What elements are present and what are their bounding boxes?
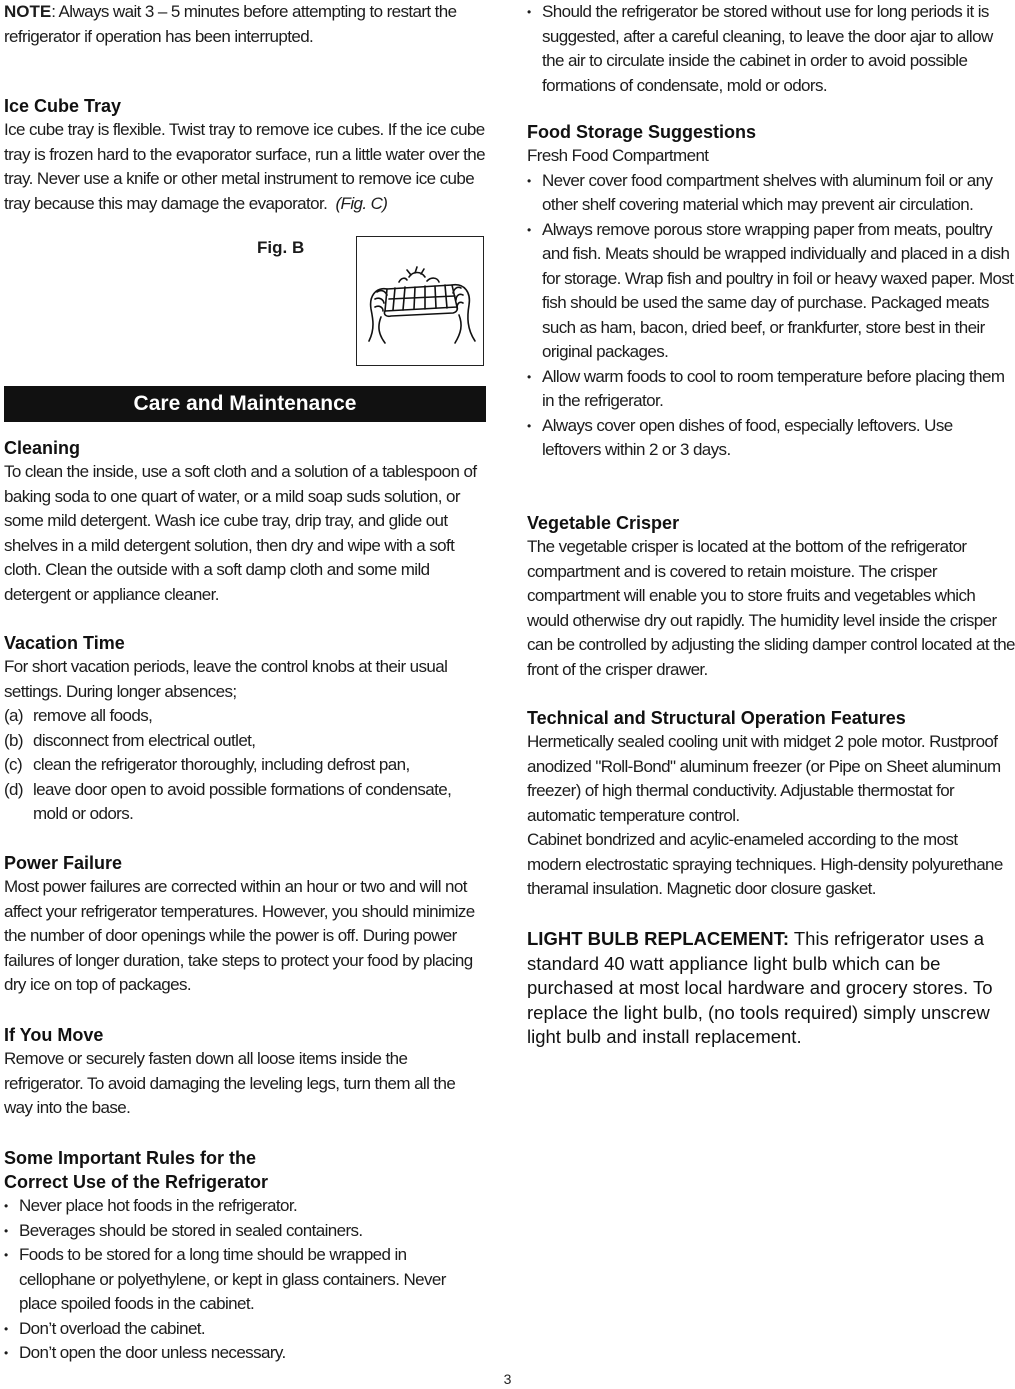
list-item: • Foods to be stored for a long time should be wrapped in cellophane or polyethylene, or kept in glass containers. Never place spoiled foods in the cabinet. [4,1243,486,1317]
technical-heading: Technical and Structural Operation Features [527,708,906,728]
list-item [4,704,486,729]
ice-cube-tray-section [4,94,486,216]
list-item-text: remove all foods, [33,706,153,725]
note-label: NOTE [4,2,52,21]
ice-cube-tray-text [4,118,486,216]
vacation-text: For short vacation periods, leave the control knobs at their usual settings. During longer absences; [4,657,448,701]
vacation-section [4,631,486,827]
list-item: • Always remove porous store wrapping paper from meats, poultry and fish. Meats should be wrapped individually and placed in a dish for storage. Wrap fish and poultry in foil or heavy waxed paper. Most fish should be used the same day of purchase. Packaged meats such as ham, bacon, dried beef, or frankfurter, store best in their original packages. [527,218,1015,365]
vegetable-crisper-section [527,511,1015,682]
light-bulb-heading: LIGHT BULB REPLACEMENT: [527,928,790,949]
power-failure-heading: Power Failure [4,853,123,873]
list-item [4,778,486,827]
ice-cube-tray-body: Ice cube tray is flexible. Twist tray to remove ice cubes. If the ice cube tray is frozen hard to the evaporator surface, run a little water over the tray. Never use a knife or other metal instrument to remove ice cube tray because this may damage the evaporator. [4,120,485,213]
list-item-label: (d) [4,779,23,799]
vacation-list [4,704,486,827]
list-item: • Never cover food compartment shelves with aluminum foil or any other shelf covering material which may prevent air circulation. [527,169,1015,218]
figure-b-label: Fig. B [257,238,305,257]
important-rules-heading-line1: Some Important Rules for the [4,1148,257,1168]
cleaning-heading: Cleaning [4,438,81,458]
figure-b [4,232,486,372]
list-item-text: leave door open to avoid possible formations of condensate, mold or odors. [33,779,452,823]
power-failure-text: Most power failures are corrected within an hour or two and will not affect your refrigerator temperatures. However, you should minimize the number of door openings while the power is off. During power failures of longer duration, take steps to protect your food by placing dry ice on top of packages. [4,877,475,994]
list-item-text: clean the refrigerator thoroughly, including defrost pan, [33,755,410,774]
if-you-move-heading: If You Move [4,1025,104,1045]
important-rules-list [4,1194,486,1366]
list-item: • Don’t open the door unless necessary. [4,1341,486,1366]
list-item [4,753,486,778]
storage-bullet-list [527,0,1015,98]
care-and-maintenance-banner: Care and Maintenance [4,386,486,422]
list-item: • Always cover open dishes of food, especially leftovers. Use leftovers within 2 or 3 days. [527,414,1015,463]
list-item [4,729,486,754]
vegetable-crisper-text: The vegetable crisper is located at the bottom of the refrigerator compartment and is covered to retain moisture. The crisper compartment will enable you to store fruits and vegetables which would otherwise dry out rapidly. The humidity level inside the crisper can be controlled by adjusting the sliding damper control located at the front of the crisper drawer. [527,537,1015,679]
important-rules-heading-line2: Correct Use of the Refrigerator [4,1172,269,1192]
if-you-move-text: Remove or securely fasten down all loose items inside the refrigerator. To avoid damaging the leveling legs, turn them all the way into the base. [4,1049,456,1117]
food-storage-section [527,120,1015,463]
power-failure-section [4,851,486,998]
ice-cube-tray-heading: Ice Cube Tray [4,96,122,116]
hands-twisting-ice-tray-icon [356,236,484,366]
food-storage-heading: Food Storage Suggestions [527,122,757,142]
list-item: • Beverages should be stored in sealed containers. [4,1219,486,1244]
page-number: 3 [503,1371,512,1387]
technical-text-2: Cabinet bondrized and acylic-enameled according to the most modern electrostatic spraying techniques. High-density polyurethane theramal insulation. Magnetic door closure gasket. [527,830,1003,898]
vacation-heading: Vacation Time [4,633,125,653]
light-bulb-paragraph [527,927,1015,1050]
list-item: • Never place hot foods in the refrigerator. [4,1194,486,1219]
cleaning-section [4,436,486,607]
note-text: : Always wait 3 – 5 minutes before attempting to restart the refrigerator if operation has been interrupted. [4,2,457,46]
ice-tray-illustration [357,237,482,364]
list-item-label: (a) [4,706,23,725]
important-rules-section [4,1146,486,1366]
cleaning-text: To clean the inside, use a soft cloth and a solution of a tablespoon of baking soda to one quart of water, or a mild soap suds solution, or some mild detergent. Wash ice cube tray, drip tray, and glide out shelves in a mild detergent solution, then dry and wipe with a soft cloth. Clean the outside with a soft damp cloth and some mild detergent or appliance cleaner. [4,462,477,604]
list-item-label: (c) [4,755,23,774]
technical-text-1: Hermetically sealed cooling unit with midget 2 pole motor. Rustproof anodized "Roll-Bond" aluminum freezer (or Pipe on Sheet aluminum freezer) of high thermal conductivity. Adjustable thermostat for automatic temperature control. [527,732,1001,825]
food-storage-list [527,169,1015,463]
list-item-text: disconnect from electrical outlet, [33,730,256,750]
if-you-move-section [4,1023,486,1121]
food-storage-subtitle: Fresh Food Compartment [527,146,709,165]
list-item: • Allow warm foods to cool to room temperature before placing them in the refrigerator. [527,365,1015,414]
fig-c-reference: (Fig. C) [335,193,388,213]
technical-section [527,706,1015,902]
list-item-label: (b) [4,730,23,750]
light-bulb-text: This refrigerator uses a standard 40 watt appliance light bulb which can be purchased at most local hardware and grocery stores. To replace the light bulb, (no tools required) simply unscrew light bulb and install replacement. [527,928,993,1047]
vegetable-crisper-heading: Vegetable Crisper [527,513,680,533]
list-item: • Should the refrigerator be stored without use for long periods it is suggested, after a careful cleaning, to leave the door ajar to allow the air to circulate inside the cabinet in order to avoid possible formations of condensate, mold or odors. [527,0,1015,98]
note-paragraph [4,0,486,49]
list-item: • Don’t overload the cabinet. [4,1317,486,1342]
